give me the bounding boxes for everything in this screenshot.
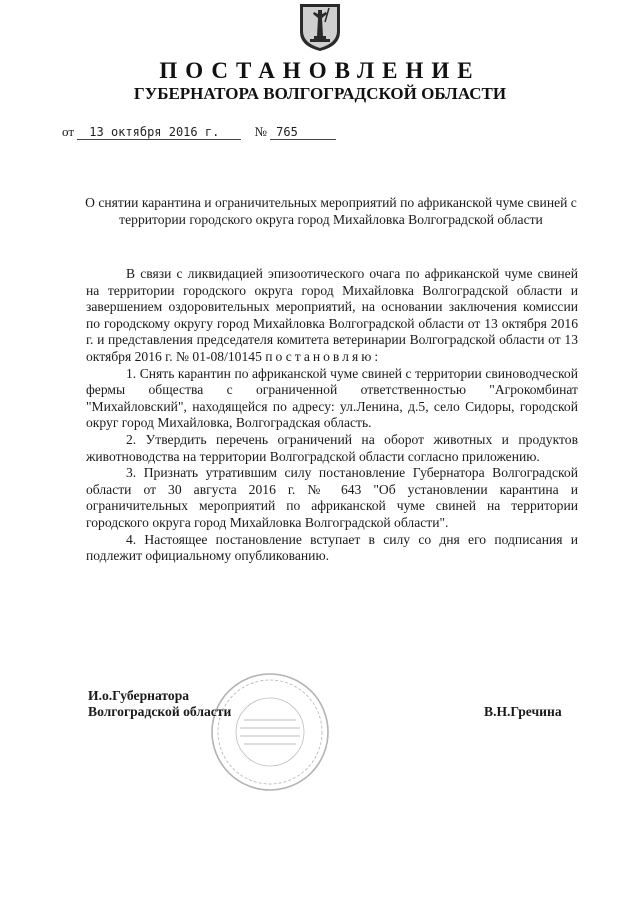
signatory-title: [88, 688, 231, 720]
resolve-word: постановляю:: [265, 348, 382, 364]
list-item: 3. Признать утратившим силу постановление Губернатора Волгоградской области от 30 августа 2016 г. № 643 "Об установлении карантина и ограничительных мероприятий по африканской чуме свиней на территории городского округа город Михайловка Волгоградской области".: [86, 465, 578, 530]
list-item: 1. Снять карантин по африканской чуме свиней с территории свиноводческой фермы общества с ограниченной ответственностью "Агрокомбинат "Михайловский", находящейся по адресу: ул.Ленина, д.5, село Сидоры, городской округ город Михайловка, Волгоградская область.: [86, 365, 578, 431]
list-item: 2. Утвердить перечень ограничений на оборот животных и продуктов животноводства на территории Волгоградской области согласно приложению.: [86, 431, 578, 464]
date-number-line: [62, 124, 336, 140]
list-item: 4. Настоящее постановление вступает в силу со дня его подписания и подлежит официальному опубликованию.: [86, 531, 578, 564]
document-body: [86, 266, 578, 565]
signatory-title-line1: И.о.Губернатора: [88, 688, 190, 703]
document-date: 13 октября 2016 г.: [77, 125, 241, 140]
signatory-name: В.Н.Гречина: [484, 704, 562, 719]
document-type-title: ПОСТАНОВЛЕНИЕ: [159, 58, 481, 83]
date-label: от: [62, 124, 75, 139]
document-number: 765: [270, 125, 336, 140]
document-issuer: ГУБЕРНАТОРА ВОЛГОГРАДСКОЙ ОБЛАСТИ: [133, 84, 507, 103]
coat-of-arms-icon: [296, 2, 344, 52]
signatory-title-line2: Волгоградской области: [88, 704, 232, 719]
document-subject: О снятии карантина и ограничительных мероприятий по африканской чуме свиней с территории городского округа город Михайловка Волгоградской области: [85, 195, 577, 227]
number-label: №: [254, 124, 267, 139]
preamble-text: В связи с ликвидацией эпизоотического очага по африканской чуме свиней на территории городского округа город Михайловка Волгоградской области и завершением оздоровительных мероприятий, на основании заключения комиссии по городскому округу город Михайловка Волгоградской области от 13 октября 2016 г. и представления председателя комитета ветеринарии Волгоградской области от 13 октября 2016 г. № 01-08/10145: [86, 266, 578, 364]
preamble-paragraph: [86, 266, 578, 366]
